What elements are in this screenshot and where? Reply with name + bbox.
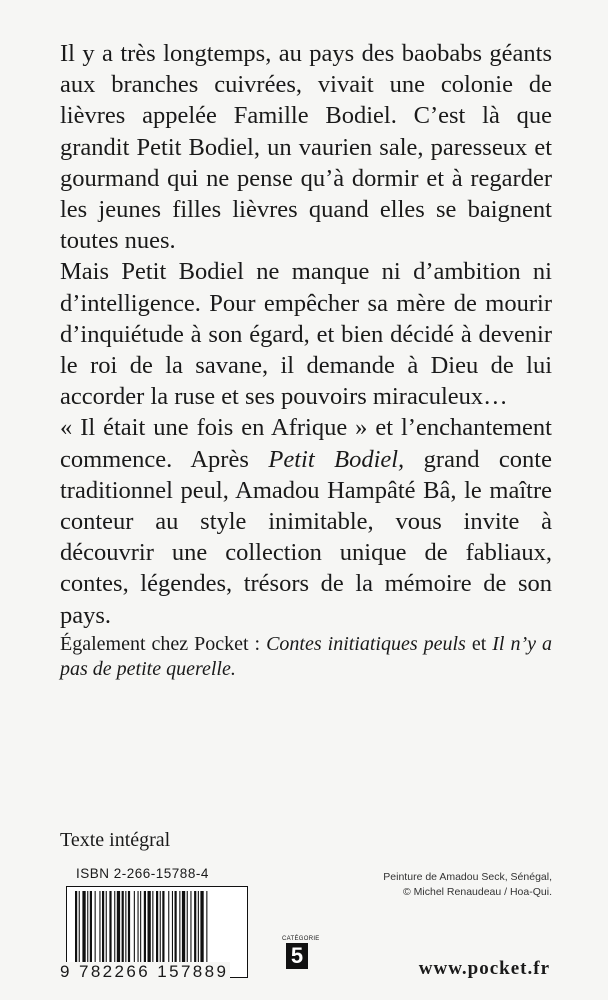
barcode-bar bbox=[187, 891, 188, 969]
blurb-paragraph-1: Il y a très longtemps, au pays des baobabs géants aux branches cuivrées, vivait une colonie de lièvres appelée Famille Bodiel. C’est là que grandit Petit Bodiel, un vaurien sale, paresseux et gourmand qui ne pense qu’à dormir et à regarder les jeunes filles lièvres quand elles se baignent toutes nues. bbox=[60, 40, 552, 255]
barcode-bar bbox=[90, 891, 92, 969]
blurb-paragraph-2: Mais Petit Bodiel ne manque ni d’ambition ni d’intelligence. Pour empêcher sa mère de mourir d’inquiétude à son égard, et bien décidé à devenir le roi de la savane, il demande à Dieu de lui accorder la ruse et ses pouvoirs miraculeux… bbox=[60, 258, 552, 411]
barcode-bar bbox=[156, 891, 158, 969]
also-title-1: Contes initiatiques peuls bbox=[266, 633, 466, 655]
barcode-bar bbox=[114, 891, 115, 969]
barcode-bar bbox=[160, 891, 161, 969]
category-label: CATÉGORIE bbox=[282, 936, 320, 942]
barcode-bar bbox=[117, 891, 120, 969]
cover-credit bbox=[383, 870, 552, 900]
blurb-paragraph-3 bbox=[60, 412, 552, 630]
back-cover-blurb bbox=[60, 38, 552, 631]
barcode-bar bbox=[162, 891, 164, 969]
book-title-petit-bodiel: Petit Bodiel, bbox=[268, 445, 405, 473]
barcode-bar bbox=[198, 891, 199, 969]
barcode-bar bbox=[87, 891, 88, 969]
category-badge bbox=[282, 936, 320, 969]
barcode-bar bbox=[125, 891, 126, 969]
barcode-bar bbox=[190, 891, 191, 969]
barcode-bar bbox=[144, 891, 146, 969]
integral-text-label: Texte intégral bbox=[60, 829, 171, 851]
also-title-2: Il n’y a pas de petite querelle. bbox=[60, 633, 552, 680]
barcode-bar bbox=[122, 891, 124, 969]
barcode-bar bbox=[194, 891, 196, 969]
credit-line-2: © Michel Renaudeau / Hoa-Qui. bbox=[403, 886, 552, 898]
barcode-bar bbox=[109, 891, 111, 969]
credit-line-1: Peinture de Amadou Seck, Sénégal, bbox=[383, 871, 552, 883]
barcode-bar bbox=[79, 891, 80, 969]
barcode-bar bbox=[75, 891, 77, 969]
barcode-bar bbox=[82, 891, 85, 969]
barcode-bar bbox=[206, 891, 207, 969]
barcode-number: 9 782266 157889 bbox=[60, 962, 229, 981]
publisher-website: www.pocket.fr bbox=[418, 958, 550, 979]
barcode-bar bbox=[102, 891, 104, 969]
barcode-bar bbox=[99, 891, 100, 969]
also-conj: et bbox=[465, 633, 493, 655]
barcode-bar bbox=[106, 891, 107, 969]
barcode-bar bbox=[140, 891, 141, 969]
also-at-pocket bbox=[60, 632, 552, 682]
blurb-p3-start: « Il était une fois en Afrique » et l’enchantement commence. Après bbox=[60, 414, 552, 473]
barcode-bar bbox=[179, 891, 180, 969]
barcode-bar bbox=[148, 891, 151, 969]
barcode-bar bbox=[134, 891, 135, 969]
barcode-bar bbox=[182, 891, 185, 969]
barcode-bar bbox=[128, 891, 130, 969]
isbn-label: ISBN 2-266-15788-4 bbox=[76, 866, 209, 881]
category-number: 5 bbox=[286, 943, 308, 969]
barcode-bar bbox=[168, 891, 169, 969]
barcode-bar bbox=[138, 891, 139, 969]
blurb-p3-end: grand conte traditionnel peul, Amadou Hampâté Bâ, le maître conteur au style inimitable, vous invite à découvrir une collection unique de fabliaux, contes, légendes, trésors de la mémoire de son pays. bbox=[60, 445, 552, 629]
barcode-bar bbox=[172, 891, 173, 969]
barcode-bar bbox=[175, 891, 177, 969]
barcode-bar bbox=[95, 891, 96, 969]
barcode-bar bbox=[200, 891, 203, 969]
also-prefix: Également chez Pocket : bbox=[60, 633, 267, 655]
barcode-bar bbox=[152, 891, 153, 969]
